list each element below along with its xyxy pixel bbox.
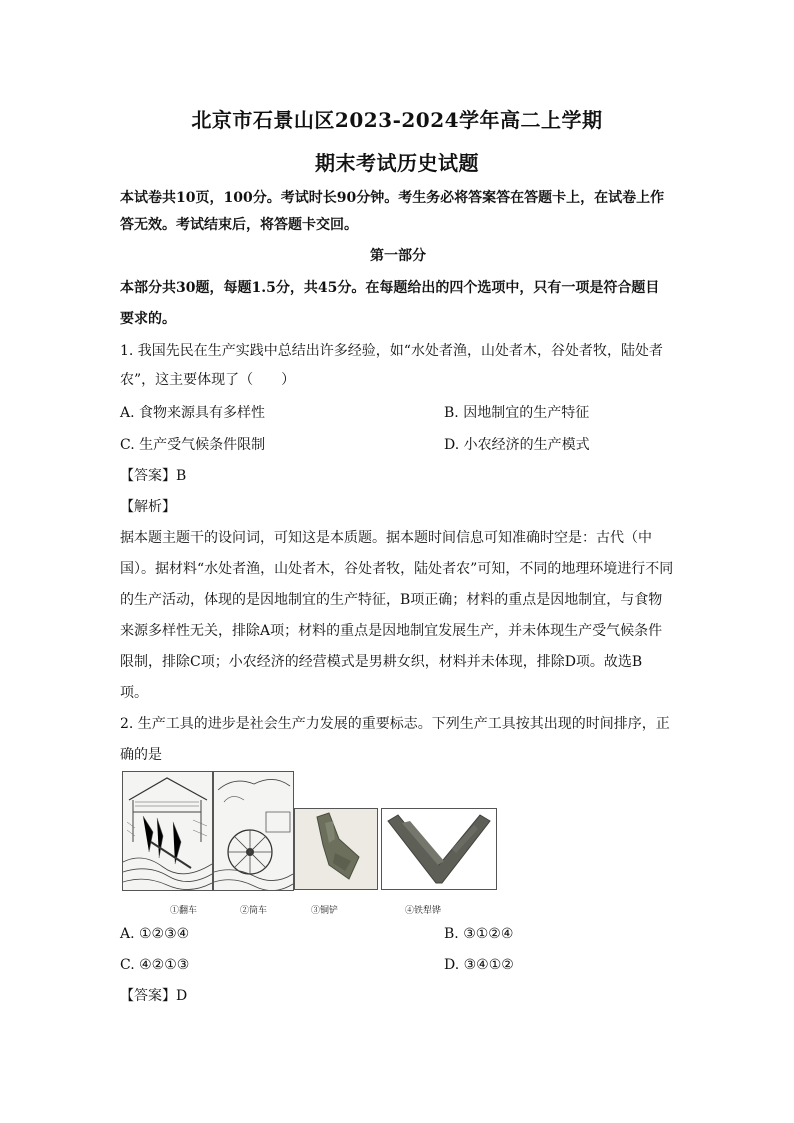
q2-stem-line2: 确的是 <box>120 747 162 763</box>
q1-analysis-label: 【解析】 <box>120 499 176 515</box>
figure-caption: ②筒车 <box>240 906 268 916</box>
q1-answer: 【答案】B <box>120 468 187 484</box>
bronze-spade-image <box>294 808 378 890</box>
fanche-woodcut-image <box>122 771 213 891</box>
q1-option-a: A. 食物来源具有多样性 <box>120 405 266 421</box>
q1-analysis-line: 项。 <box>120 685 148 701</box>
q1-analysis-line: 限制，排除C项；小农经济的经营模式是男耕女织，材料并未体现，排除D项。故选B <box>120 654 643 670</box>
q2-option-a: A. ①②③④ <box>120 926 190 942</box>
q1-analysis-line: 据本题主题干的设问词，可知这是本质题。据本题时间信息可知准确时空是：古代（中 <box>120 530 652 546</box>
exam-title-line2: 期末考试历史试题 <box>315 151 479 175</box>
figure-caption: ④铁犁铧 <box>405 906 442 916</box>
q1-analysis-line: 的生产活动，体现的是因地制宜的生产特征，B项正确；材料的重点是因地制宜，与食物 <box>120 592 663 608</box>
iron-plowshare-image <box>381 808 497 890</box>
q2-stem-line1: 2. 生产工具的进步是社会生产力发展的重要标志。下列生产工具按其出现的时间排序，正 <box>120 716 670 732</box>
q2-option-b: B. ③①②④ <box>444 926 514 942</box>
q1-option-c: C. 生产受气候条件限制 <box>120 437 266 453</box>
q1-option-d: D. 小农经济的生产模式 <box>444 437 590 453</box>
q2-option-d: D. ③④①② <box>444 957 514 973</box>
q2-figure-group <box>122 771 502 917</box>
q1-option-b: B. 因地制宜的生产特征 <box>444 405 590 421</box>
figure-caption: ③铜铲 <box>311 906 339 916</box>
q1-analysis-line: 国）。据材料“水处者渔，山处者木，谷处者牧，陆处者农”可知，不同的地理环境进行不同 <box>120 561 674 577</box>
q1-stem-line2: 农”，这主要体现了（ ） <box>120 372 296 388</box>
figure-caption: ①翻车 <box>170 906 198 916</box>
instructions-line1: 本试卷共10页，100分。考试时长90分钟。考生务必将答案答在答题卡上，在试卷上作 <box>120 190 665 206</box>
tongche-woodcut-image <box>213 771 294 891</box>
exam-title-line1: 北京市石景山区2023-2024学年高二上学期 <box>191 108 603 132</box>
q1-stem-line1: 1. 我国先民在生产实践中总结出许多经验，如“水处者渔，山处者木，谷处者牧，陆处者 <box>120 343 663 359</box>
section-desc-line2: 要求的。 <box>120 311 176 327</box>
q1-analysis-line: 来源多样性无关，排除A项；材料的重点是因地制宜发展生产，并未体现生产受气候条件 <box>120 623 663 639</box>
section-heading: 第一部分 <box>370 248 426 264</box>
instructions-line2: 答无效。考试结束后，将答题卡交回。 <box>120 217 358 233</box>
q2-answer: 【答案】D <box>120 988 188 1004</box>
section-desc-line1: 本部分共30题，每题1.5分，共45分。在每题给出的四个选项中，只有一项是符合题目 <box>120 280 660 296</box>
q2-option-c: C. ④②①③ <box>120 957 190 973</box>
